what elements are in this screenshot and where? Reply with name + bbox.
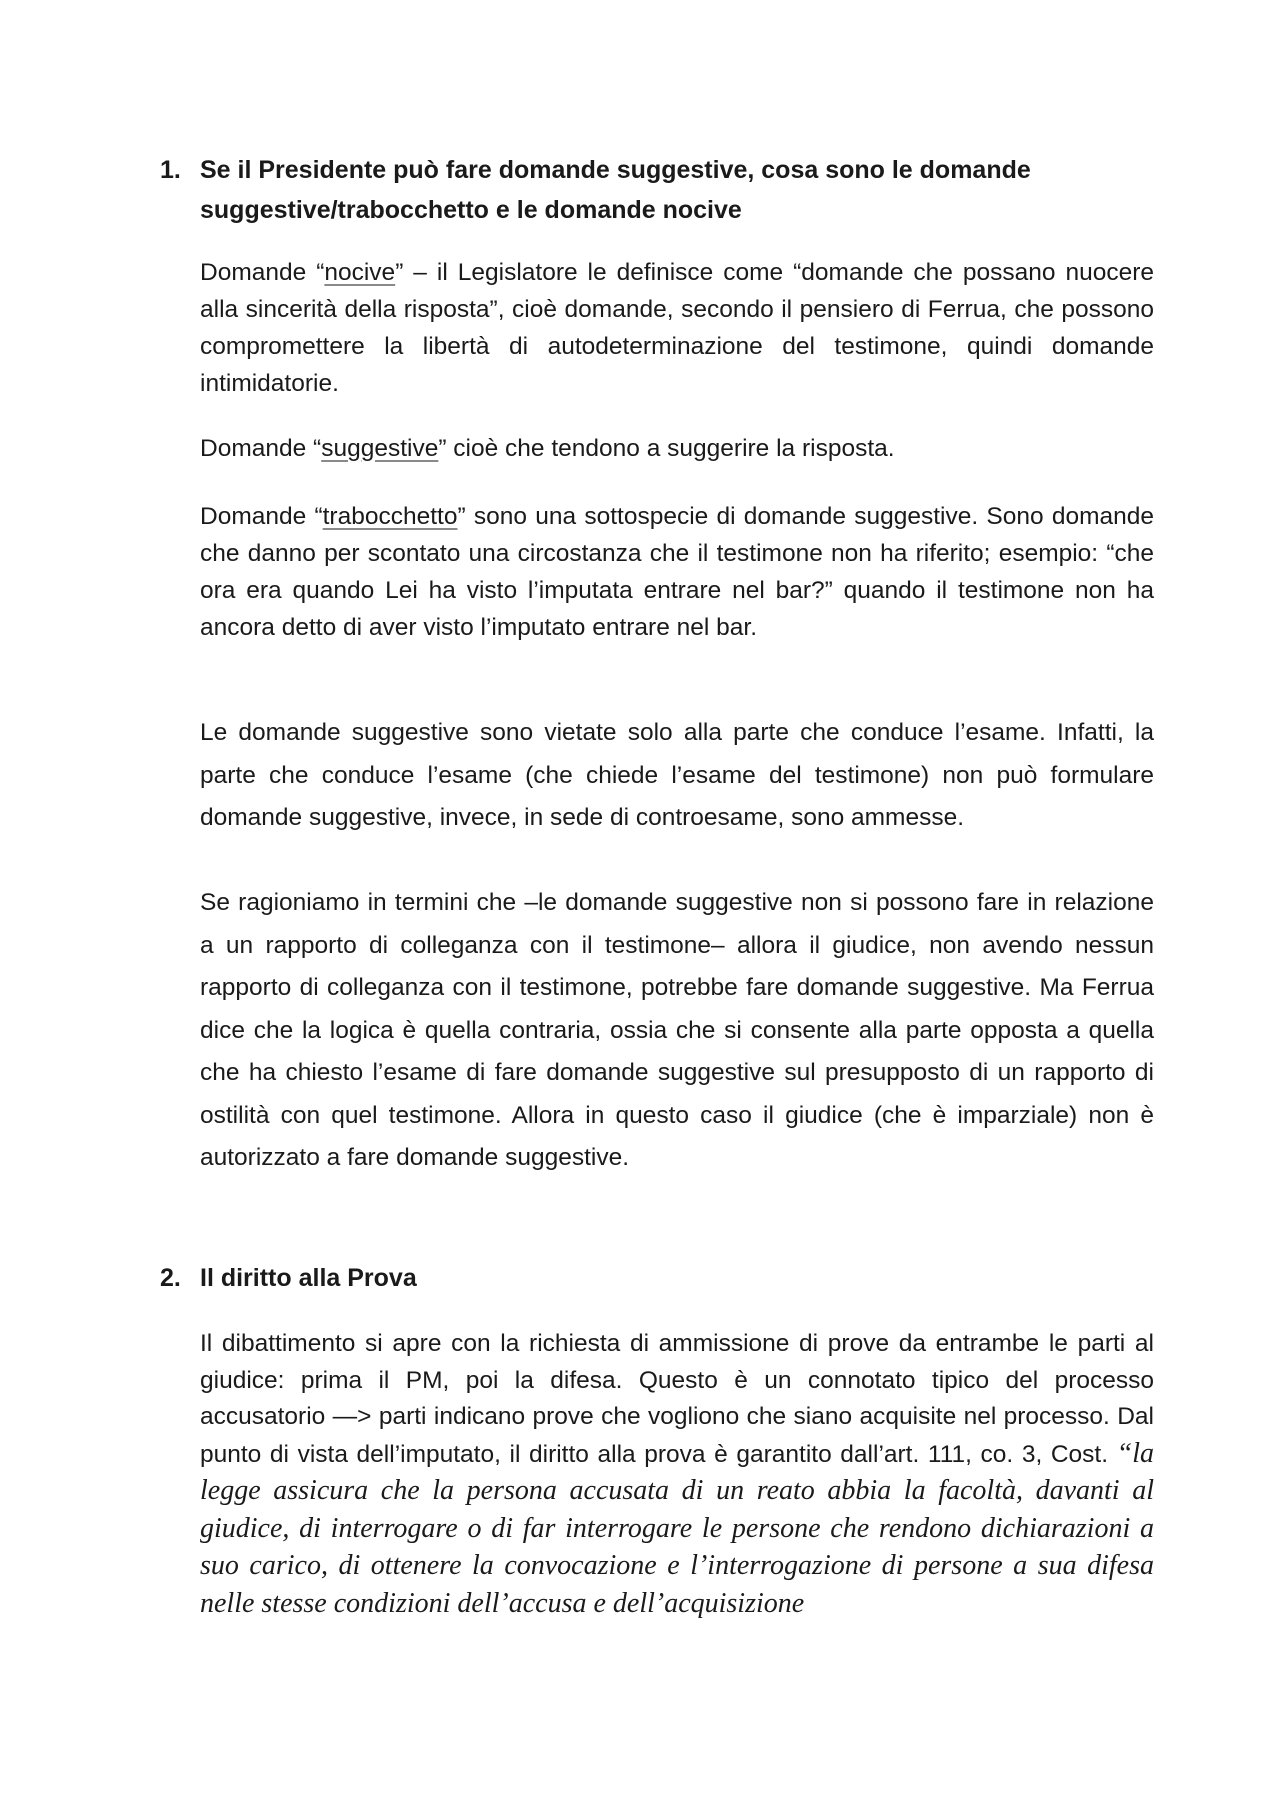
quote-art-111: “la legge assicura che la persona accusata di un reato abbia la facoltà, davanti al giudice, di interrogare o di far interrogare le persone che rendono dichiarazioni a suo carico, di ottenere la convocazione e l’interrogazione di persone a sua difesa nelle stesse condizioni dell’accusa e dell’acquisizione (200, 1437, 1154, 1619)
paragraph-divieto-suggestive: Le domande suggestive sono vietate solo alla parte che conduce l’esame. Infatti, la parte che conduce l’esame (che chiede l’esame del testimone) non può formulare domande suggestive, invece, in sede di controesame, sono ammesse. (200, 719, 1154, 831)
paragraph-trabocchetto-prefix: Domande “ (200, 503, 323, 530)
term-suggestive: suggestive (321, 435, 439, 462)
section-1-number: 1. (160, 156, 181, 184)
paragraph-trabocchetto (200, 498, 1154, 646)
term-trabocchetto: trabocchetto (322, 503, 458, 530)
paragraph-nocive-body: ” – il Legislatore le definisce come “domande che possano nuocere alla sincerità della risposta”, cioè domande, secondo il pensiero di Ferrua, che possono compromettere la libertà di autodeterminazione del testimone, quindi domande intimidatorie. (200, 259, 1154, 397)
section-2-title: Il diritto alla Prova (200, 1264, 417, 1292)
term-nocive: nocive (324, 259, 396, 286)
section-1-title (200, 150, 1120, 230)
section-1-title-line2: suggestive/trabocchetto e le domande nocive (200, 196, 742, 224)
paragraph-suggestive-body: ” cioè che tendono a suggerire la risposta. (438, 435, 895, 462)
section-1-title-line1: Se il Presidente può fare domande suggestive, cosa sono le domande (200, 156, 1031, 184)
paragraph-trabocchetto-body: ” sono una sottospecie di domande suggestive. Sono domande che danno per scontato una circostanza che il testimone non ha riferito; esempio: “che ora era quando Lei ha visto l’imputata entrare nel bar?” quando il testimone non ha ancora detto di aver visto l’imputato entrare nel bar. (200, 503, 1154, 641)
paragraph-suggestive (200, 430, 1154, 467)
paragraph-diritto-prova (200, 1326, 1154, 1623)
paragraph-diritto-prova-body: Il dibattimento si apre con la richiesta di ammissione di prove da entrambe le parti al giudice: prima il PM, poi la difesa. Questo è un connotato tipico del processo accusatorio —> parti indicano prove che vogliono che siano acquisite nel processo. Dal punto di vista dell’imputato, il diritto alla prova è garantito dall’art. 111, co. 3, Cost. (200, 1330, 1154, 1468)
paragraph-nocive-prefix: Domande “ (200, 259, 325, 286)
paragraph-ferrua-logica: Se ragioniamo in termini che –le domande suggestive non si possono fare in relazione a un rapporto di colleganza con il testimone– allora il giudice, non avendo nessun rapporto di colleganza con il testimone, potrebbe fare domande suggestive. Ma Ferrua dice che la logica è quella contraria, ossia che si consente alla parte opposta a quella che ha chiesto l’esame di fare domande suggestive sul presupposto di un rapporto di ostilità con quel testimone. Allora in questo caso il giudice (che è imparziale) non è autorizzato a fare domande suggestive. (200, 889, 1154, 1171)
section-2-number: 2. (160, 1264, 181, 1292)
paragraph-nocive (200, 254, 1154, 402)
paragraph-suggestive-prefix: Domande “ (200, 435, 322, 462)
